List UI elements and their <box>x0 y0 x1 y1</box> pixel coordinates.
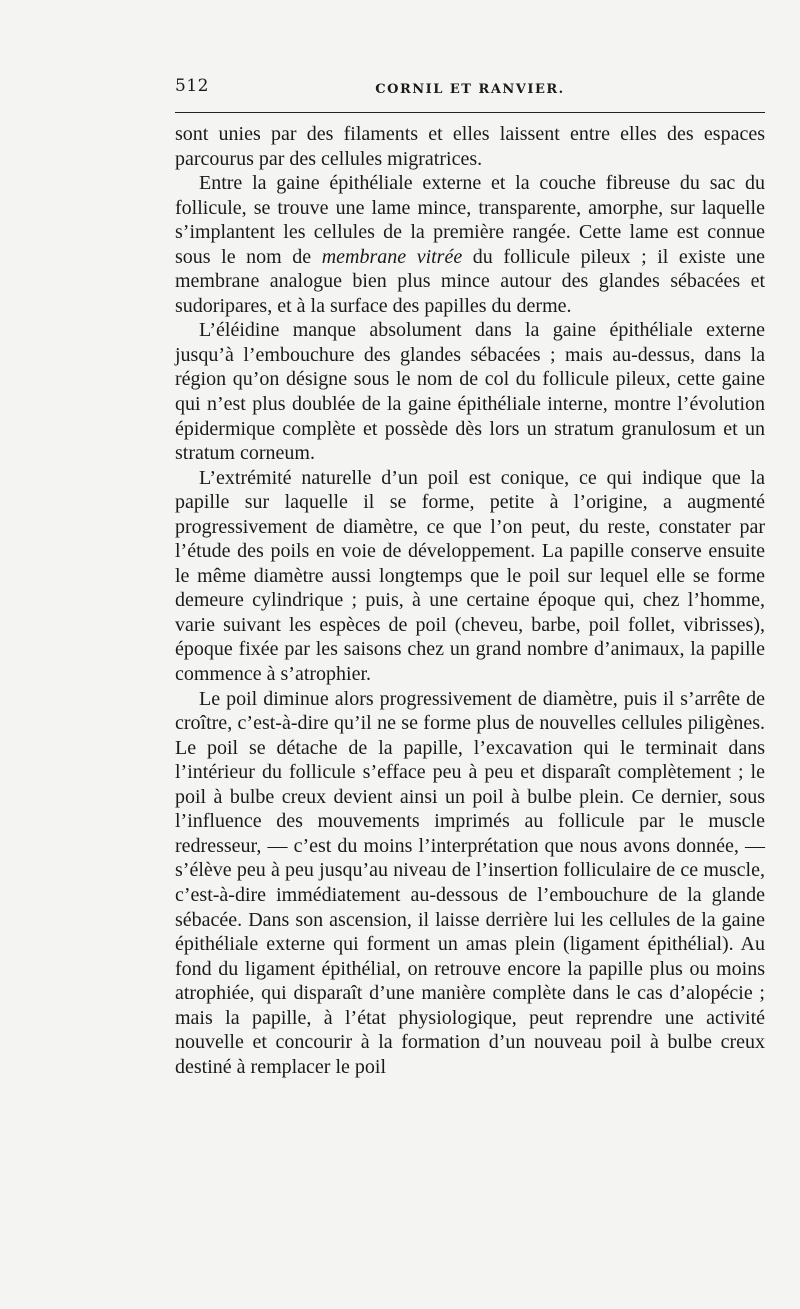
paragraph-1: sont unies par des filaments et elles laissent entre elles des espaces parcourus par des cellules migratrices. <box>175 123 765 170</box>
paragraph-2-italic: membrane vitrée <box>321 245 463 268</box>
paragraph-2-after: du follicule pileux ; il existe une membrane analogue bien plus mince autour des glandes sébacées et sudoripares, et à la surface des papilles du derme. <box>175 245 766 317</box>
running-title: CORNIL ET RANVIER. <box>375 82 565 97</box>
header-rule <box>175 112 765 113</box>
paragraph-2-before: Entre la gaine épithéliale externe et la couche fibreuse du sac du follicule, se trouve une lame mince, transparente, amorphe, sur laquelle s’implantent les cellules de la première rangée. Cette lame est connue sous le nom de <box>175 172 765 268</box>
paragraph-5: Le poil diminue alors progressivement de diamètre, puis il s’arrête de croître, c’est-à-dire qu’il ne se forme plus de nouvelles cellules piligènes. Le poil se détache de la papille, l’excavation qui le terminait dans l’intérieur du follicule s’efface peu à peu et disparaît complètement ; le poil à bulbe creux devient ainsi un poil à bulbe plein. Ce dernier, sous l’influence des mouvements imprimés au follicule par le muscle redresseur, — c’est du moins l’interprétation que nous avons donnée, — s’élève peu à peu jusqu’au niveau de l’insertion folliculaire de ce muscle, c’est-à-dire immédiatement au-dessous de l’embouchure de la glande sébacée. Dans son ascension, il laisse derrière lui les cellules de la gaine épithéliale externe qui forment un amas plein (ligament épithélial). Au fond du ligament épithélial, on retrouve encore la papille plus ou moins atrophiée, qui disparaît d’une manière complète dans le cas d’alopécie ; mais la papille, à l’état physiologique, peut reprendre une activité nouvelle et concourir à la formation d’un nouveau poil à bulbe creux destiné à remplacer le poil <box>175 687 765 1078</box>
page-header <box>175 74 765 104</box>
paragraph-4: L’extrémité naturelle d’un poil est conique, ce qui indique que la papille sur laquelle il se forme, petite à l’origine, a augmenté progressivement de diamètre, ce que l’on peut, du reste, constater par l’étude des poils en voie de développement. La papille conserve ensuite le même diamètre aussi longtemps que le poil sur lequel elle se forme demeure cylindrique ; puis, à une certaine époque qui, chez l’homme, varie suivant les espèces de poil (cheveu, barbe, poil follet, vibrisses), époque fixée par les saisons chez un grand nombre d’animaux, la papille commence à s’atrophier. <box>175 466 765 686</box>
body-text <box>175 122 765 1079</box>
paragraph-3: L’éléidine manque absolument dans la gaine épithéliale externe jusqu’à l’embouchure des glandes sébacées ; mais au-dessus, dans la région qu’on désigne sous le nom de col du follicule pileux, cette gaine qui n’est plus doublée de la gaine épithéliale interne, montre l’évolution épidermique complète et possède dès lors un stratum granulosum et un stratum corneum. <box>175 319 765 465</box>
paragraph-2 <box>175 171 765 318</box>
page-number: 512 <box>175 76 209 96</box>
